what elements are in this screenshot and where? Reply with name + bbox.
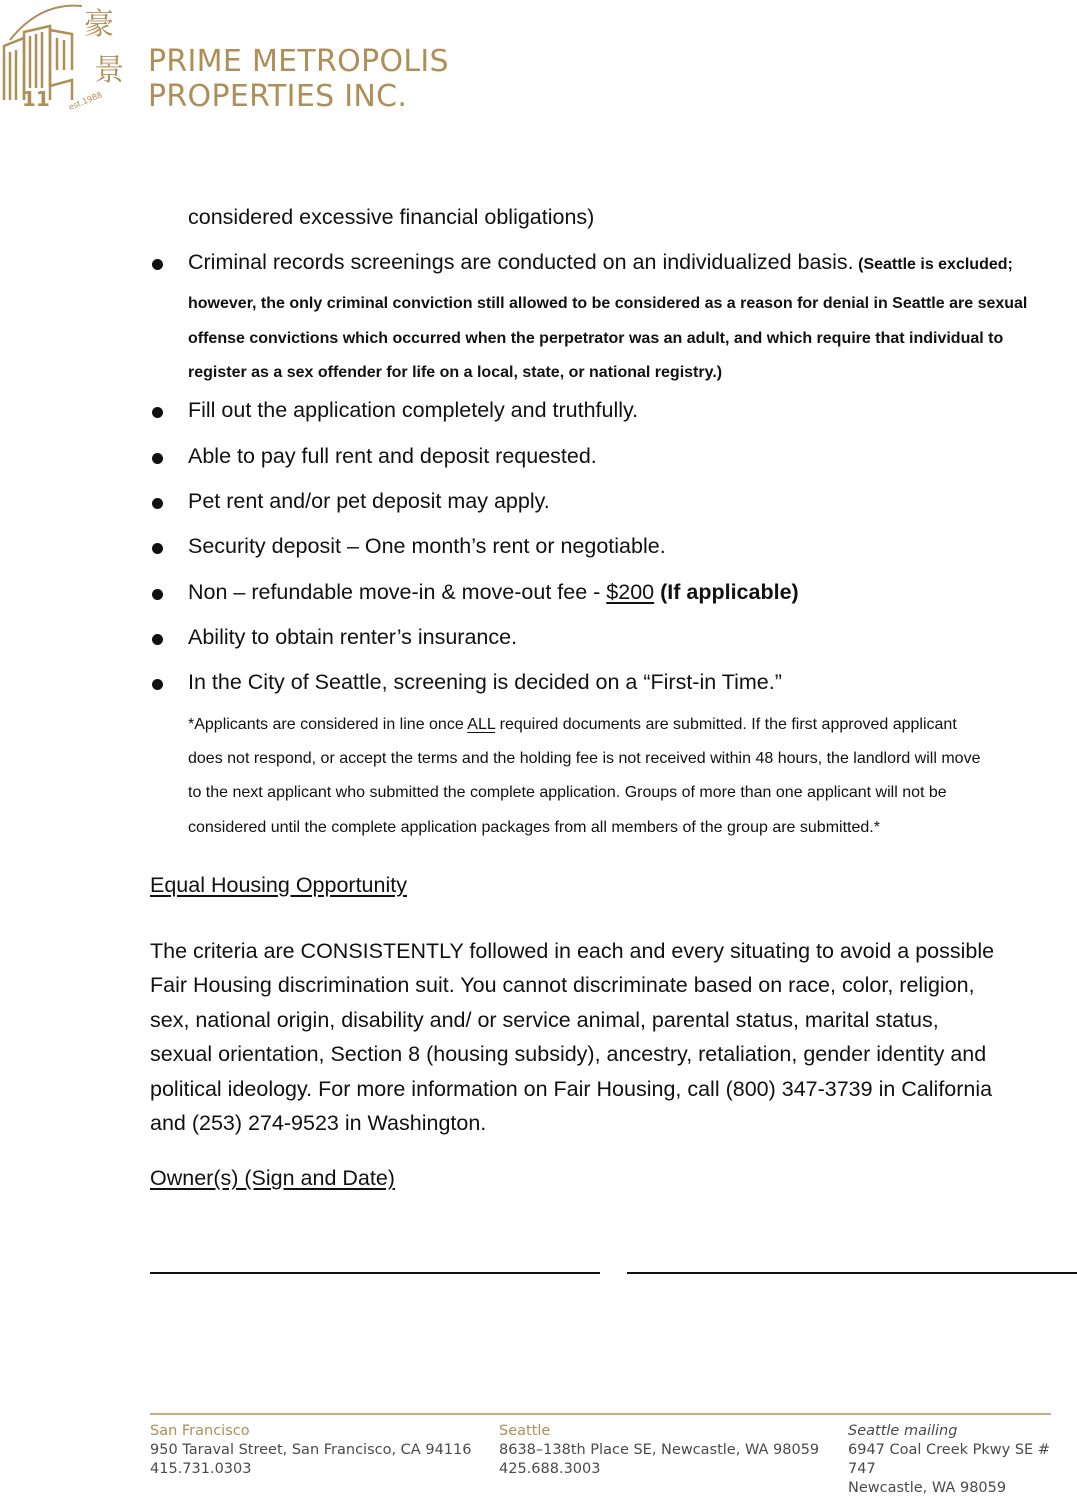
pay-item: Able to pay full rent and deposit requested. [188, 444, 597, 468]
move-fee-amount: $200 [606, 580, 655, 604]
criteria-continuation: considered excessive financial obligations) [188, 205, 595, 229]
footer-seattle-city: Seattle [499, 1423, 551, 1439]
company-logo [0, 0, 140, 118]
bullet [152, 634, 163, 645]
bullet [152, 543, 163, 554]
company-name [148, 44, 449, 114]
criminal-records-note: (Seattle is excluded; [858, 256, 1013, 273]
insurance-item: Ability to obtain renter’s insurance. [188, 625, 518, 649]
first-in-time-note [188, 716, 957, 734]
move-fee-note: (If applicable) [660, 580, 799, 604]
footer-divider [150, 1413, 1051, 1415]
footer-seattle-mailing [848, 1422, 1077, 1498]
pet-item: Pet rent and/or pet deposit may apply. [188, 489, 550, 513]
footer-seattle-address: 8638–138th Place SE, Newcastle, WA 98059 [499, 1442, 820, 1458]
logo-number: 11 [22, 87, 50, 111]
first-in-time-item: In the City of Seattle, screening is decided on a “First-in Time.” [188, 670, 782, 694]
bullet [152, 259, 163, 270]
equal-housing-heading: Equal Housing Opportunity [150, 873, 407, 897]
move-fee-text: Non – refundable move-in & move-out fee - [188, 580, 607, 604]
criminal-records-note: register as a sex offender for life on a local, state, or national registry.) [188, 364, 723, 381]
equal-housing-paragraph-line: sexual orientation, Section 8 (housing subsidy), ancestry, retaliation, gender identity and [150, 1042, 987, 1066]
move-fee-item [188, 580, 799, 605]
footer-seattle-phone: 425.688.3003 [499, 1461, 601, 1477]
footer-san-francisco [150, 1422, 471, 1479]
fill-out-item: Fill out the application completely and truthfully. [188, 398, 639, 422]
security-deposit-item: Security deposit – One month’s rent or negotiable. [188, 534, 666, 558]
note-emphasis: ALL [467, 716, 496, 733]
equal-housing-paragraph-line: and (253) 274-9523 in Washington. [150, 1111, 487, 1135]
date-line[interactable] [627, 1272, 1077, 1274]
equal-housing-paragraph-line: Fair Housing discrimination suit. You cannot discriminate based on race, color, religion, [150, 973, 975, 997]
first-in-time-note: to the next applicant who submitted the complete application. Groups of more than one applicant will not be [188, 784, 947, 801]
bullet [152, 407, 163, 418]
first-in-time-note: does not respond, or accept the terms and the holding fee is not received within 48 hours, the landlord will move [188, 750, 981, 767]
bullet [152, 498, 163, 509]
signature-line[interactable] [150, 1272, 600, 1274]
equal-housing-paragraph-line: The criteria are CONSISTENTLY followed in each and every situating to avoid a possible [150, 939, 995, 963]
footer-mailing-city: Newcastle, WA 98059 [848, 1480, 1007, 1496]
footer-sf-city: San Francisco [150, 1423, 250, 1439]
criminal-records-note: however, the only criminal conviction still allowed to be considered as a reason for denial in Seattle are sexual [188, 295, 1028, 312]
company-name-line1: PRIME METROPOLIS [148, 44, 449, 79]
logo-chinese-2: 景 [94, 53, 124, 88]
equal-housing-paragraph-line: political ideology. For more information on Fair Housing, call (800) 347-3739 in California [150, 1077, 993, 1101]
criminal-records-text: Criminal records screenings are conducted on an individualized basis. [188, 250, 854, 274]
logo-chinese-1: 豪 [84, 7, 114, 42]
criminal-records-note: offense convictions which occurred when the perpetrator was an adult, and which require that individual to [188, 330, 1004, 347]
criminal-records-item [188, 250, 1013, 275]
owner-signature-heading: Owner(s) (Sign and Date) [150, 1166, 395, 1190]
note-text: required documents are submitted. If the first approved applicant [495, 716, 957, 733]
bullet [152, 589, 163, 600]
footer-mailing-label: Seattle mailing [848, 1423, 958, 1439]
company-name-line2: PROPERTIES INC. [148, 79, 408, 114]
footer-mailing-address: 6947 Coal Creek Pkwy SE # 747 [848, 1442, 1050, 1477]
bullet [152, 453, 163, 464]
note-text: *Applicants are considered in line once [188, 716, 468, 733]
bullet [152, 679, 163, 690]
logo-est: est.1988 [67, 90, 104, 112]
footer-seattle [499, 1422, 819, 1479]
first-in-time-note: considered until the complete application packages from all members of the group are submitted.* [188, 819, 880, 836]
footer-sf-address: 950 Taraval Street, San Francisco, CA 94116 [150, 1442, 472, 1458]
footer-sf-phone: 415.731.0303 [150, 1461, 252, 1477]
equal-housing-paragraph-line: sex, national origin, disability and/ or service animal, parental status, marital status, [150, 1008, 939, 1032]
